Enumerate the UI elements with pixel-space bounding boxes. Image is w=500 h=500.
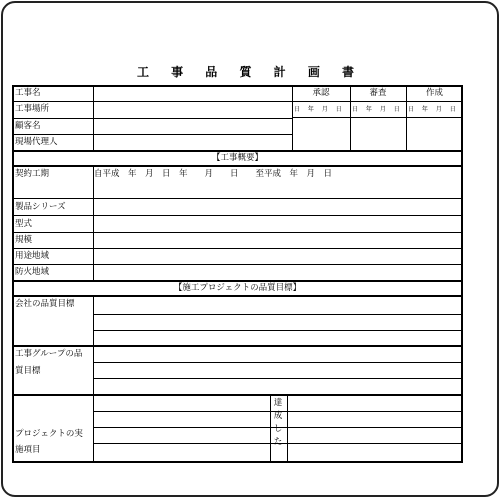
overview-section-title: 【工事概要】 [211,153,263,163]
prepare-label: 作成 [425,88,443,98]
fire-zone-label: 防火地域 [15,267,50,277]
construction-site-label: 工事場所 [15,104,50,114]
company-target-label: 会社の品質目標 [15,299,75,309]
approve-label: 承認 [312,88,330,98]
product-series-label: 製品シリーズ [15,202,66,212]
construction-name-label: 工事名 [15,88,41,98]
review-label: 審査 [369,88,387,98]
review-date: 日 年 月 日 [352,106,403,113]
group-target-label-2: 質目標 [15,366,41,376]
project-impl-label-2: 施項目 [15,445,41,455]
prepare-date: 日 年 月 日 [408,106,459,113]
contract-period-value: 自平成 年 月 日 年 月 日 至平成 年 月 日 [94,169,333,179]
quality-targets-section-title: 【施工プロジェクトの品質目標】 [173,283,302,293]
site-agent-label: 現場代理人 [15,137,58,147]
approve-date: 日 年 月 日 [294,106,345,113]
project-impl-label-1: プロジェクトの実 [15,429,83,439]
document-title: 工 事 品 質 計 画 書 [136,65,364,79]
contract-period-label: 契約工期 [15,169,50,179]
achieved-label: 達成した [273,398,283,447]
group-target-label-1: 工事グループの品 [15,349,83,359]
model-label: 型式 [15,219,33,229]
use-zone-label: 用途地域 [15,251,50,261]
client-name-label: 顧客名 [15,121,41,131]
quality-plan-form [12,85,463,462]
scale-label: 規模 [15,235,33,245]
